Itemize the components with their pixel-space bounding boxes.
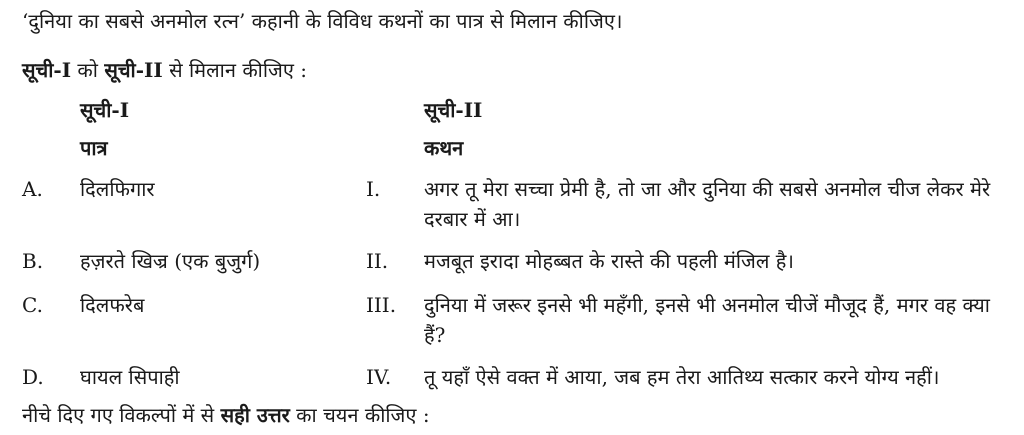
- list-1-subheading: पात्र: [80, 136, 108, 160]
- character-name: घायल सिपाही: [80, 365, 180, 389]
- statement-text: दुनिया में जरूर इनसे भी महँगी, इनसे भी अनमोल चीजें मौजूद हैं, मगर वह क्या हैं?: [424, 293, 990, 347]
- answer-instruction-start: नीचे दिए गए विकल्पों में से: [22, 403, 221, 427]
- statement-numeral: IV.: [366, 365, 392, 389]
- row-letter: C.: [22, 293, 43, 317]
- list-1-ref: सूची-I: [22, 58, 72, 82]
- statement-numeral: II.: [366, 249, 389, 273]
- row-letter: B.: [22, 249, 44, 273]
- question-text: ‘दुनिया का सबसे अनमोल रत्न’ कहानी के विविध कथनों का पात्र से मिलान कीजिए।: [22, 9, 623, 33]
- character-name: दिलफरेब: [80, 293, 145, 317]
- instruction-tail: से मिलान कीजिए :: [162, 58, 308, 82]
- character-name: दिलफिगार: [80, 177, 155, 201]
- statement-numeral: III.: [366, 293, 397, 317]
- row-letter: D.: [22, 365, 44, 389]
- row-letter: A.: [22, 177, 43, 201]
- list-2-ref: सूची-II: [104, 58, 163, 82]
- statement-text: तू यहाँ ऐसे वक्त में आया, जब हम तेरा आतिथ्य सत्कार करने योग्य नहीं।: [424, 365, 940, 389]
- list-1-heading: सूची-I: [80, 98, 130, 122]
- statement-text: अगर तू मेरा सच्चा प्रेमी है, तो जा और दुनिया की सबसे अनमोल चीज लेकर मेरे दरबार में आ।: [424, 177, 991, 231]
- statement-text: मजबूत इरादा मोहब्बत के रास्ते की पहली मंजिल है।: [424, 249, 794, 273]
- correct-answer-label: सही उत्तर: [220, 403, 290, 427]
- list-2-subheading: कथन: [424, 136, 464, 160]
- answer-instruction: [22, 402, 430, 428]
- statement-numeral: I.: [366, 177, 381, 201]
- list-2-heading: सूची-II: [424, 98, 483, 122]
- answer-instruction-end: का चयन कीजिए :: [289, 403, 430, 427]
- instruction-text: [22, 57, 307, 83]
- character-name: हज़रते खिज्र (एक बुजुर्ग): [80, 249, 261, 273]
- instruction-connector: को: [71, 58, 105, 82]
